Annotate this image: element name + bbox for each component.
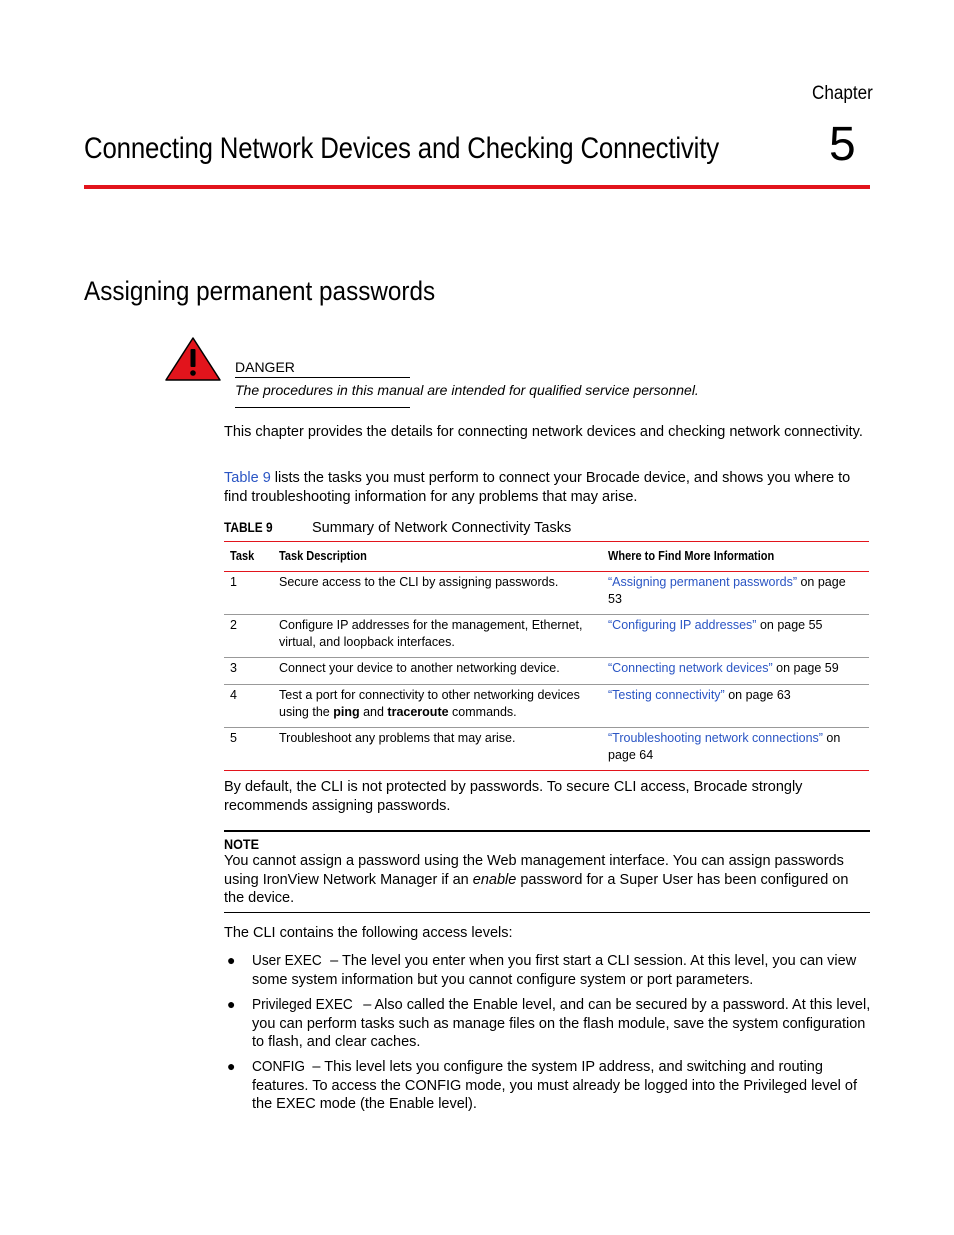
note-text-part: You cannot assign a password using the Web management interface. You can assign passwords using IronView Network Manager if an — [224, 853, 844, 888]
task-description: Secure access to the CLI by assigning passwords. — [279, 575, 559, 589]
header-task-description: Task Description — [279, 549, 367, 563]
table-caption-label: TABLE 9 — [224, 520, 273, 535]
task-description — [273, 685, 602, 727]
reference-page: on page 63 — [724, 688, 791, 702]
note-rule-top — [224, 830, 870, 832]
task-reference — [602, 615, 869, 657]
reference-link[interactable]: “Troubleshooting network connections” — [608, 731, 823, 745]
note-label: NOTE — [224, 836, 260, 852]
task-description: Configure IP addresses for the management, Ethernet, virtual, and loopback interfaces. — [279, 618, 583, 649]
task-description: Troubleshoot any problems that may arise. — [279, 731, 516, 745]
bullet-icon: ● — [227, 952, 236, 968]
danger-warning-icon — [164, 336, 222, 382]
task-number: 5 — [230, 731, 237, 745]
task-reference — [602, 685, 869, 727]
danger-text: The procedures in this manual are intended for qualified service personnel. — [235, 382, 699, 398]
note-rule-bottom — [224, 912, 870, 913]
reference-page: on page 59 — [772, 661, 839, 675]
bullet-term: User EXEC — [252, 953, 322, 969]
task-number: 4 — [230, 688, 237, 702]
bullet-icon: ● — [227, 1058, 236, 1074]
reference-page: on page 64 — [608, 731, 841, 762]
note-text — [224, 852, 870, 908]
header-where-to-find: Where to Find More Information — [608, 549, 775, 563]
note-enable-term: enable — [472, 871, 517, 888]
table-header-row — [224, 542, 869, 572]
section-title: Assigning permanent passwords — [84, 276, 436, 306]
danger-label: DANGER — [235, 359, 295, 375]
tasks-table — [224, 541, 869, 771]
note-text-part: password for a Super User has been configured on the device. — [224, 871, 849, 906]
list-item — [252, 1058, 872, 1114]
table-row — [224, 572, 869, 614]
default-passwords-paragraph: By default, the CLI is not protected by passwords. To secure CLI access, Brocade strongly recommends assigning passwords. — [224, 779, 803, 814]
bullet-text: – Also called the Enable level, and can be secured by a password. At this level, you can perform tasks such as manage files on the flash module, save the system configuration to flash, and clear caches. — [252, 997, 871, 1050]
bullet-icon: ● — [227, 996, 236, 1012]
chapter-rule — [84, 185, 870, 189]
table-9-link[interactable]: Table 9 — [224, 470, 271, 486]
task-reference — [602, 728, 869, 770]
task-reference — [602, 572, 869, 614]
ping-command: ping — [333, 705, 360, 719]
desc-text: commands. — [448, 705, 517, 719]
bullet-text: – The level you enter when you first start a CLI session. At this level, you can view some system information but you cannot configure system or port parameters. — [252, 953, 857, 988]
reference-link[interactable]: “Configuring IP addresses” — [608, 618, 757, 632]
reference-page: on page 53 — [608, 575, 846, 606]
table-reference-text: lists the tasks you must perform to connect your Brocade device, and shows you where to find troubleshooting information for any problems that may arise. — [224, 470, 851, 505]
table-row — [224, 684, 869, 727]
desc-text: Test a port for connectivity to other networking devices using the — [279, 688, 580, 719]
reference-link[interactable]: “Testing connectivity” — [608, 688, 725, 702]
chapter-number: 5 — [829, 118, 856, 171]
task-number: 2 — [230, 618, 237, 632]
list-item — [252, 996, 872, 1052]
chapter-title: Connecting Network Devices and Checking Connectivity — [84, 132, 719, 165]
danger-rule-top — [235, 377, 410, 378]
reference-page: on page 55 — [756, 618, 823, 632]
header-task: Task — [230, 549, 255, 563]
table-row — [224, 614, 869, 657]
task-number: 3 — [230, 661, 237, 675]
table-caption-text: Summary of Network Connectivity Tasks — [312, 520, 572, 536]
table-row — [224, 657, 869, 684]
intro-paragraph: This chapter provides the details for connecting network devices and checking network connectivity. — [224, 424, 863, 440]
desc-text: and — [359, 705, 388, 719]
traceroute-command: traceroute — [387, 705, 449, 719]
reference-link[interactable]: “Assigning permanent passwords” — [608, 575, 797, 589]
chapter-label: Chapter — [812, 83, 873, 104]
task-number: 1 — [230, 575, 237, 589]
list-item — [252, 952, 872, 989]
bullet-text: – This level lets you configure the system IP address, and switching and routing features. To access the CONFIG mode, you must already be logged into the Privileged level of the EXEC mode (the Enable level). — [252, 1059, 858, 1112]
reference-link[interactable]: “Connecting network devices” — [608, 661, 773, 675]
access-levels-intro: The CLI contains the following access levels: — [224, 925, 513, 941]
table-reference-paragraph — [224, 469, 870, 506]
bullet-term: Privileged EXEC — [252, 997, 353, 1013]
task-description: Connect your device to another networking device. — [279, 661, 560, 675]
bullet-term: CONFIG — [252, 1059, 306, 1075]
danger-rule-bottom — [235, 407, 410, 408]
table-row — [224, 727, 869, 770]
task-reference — [602, 658, 869, 684]
